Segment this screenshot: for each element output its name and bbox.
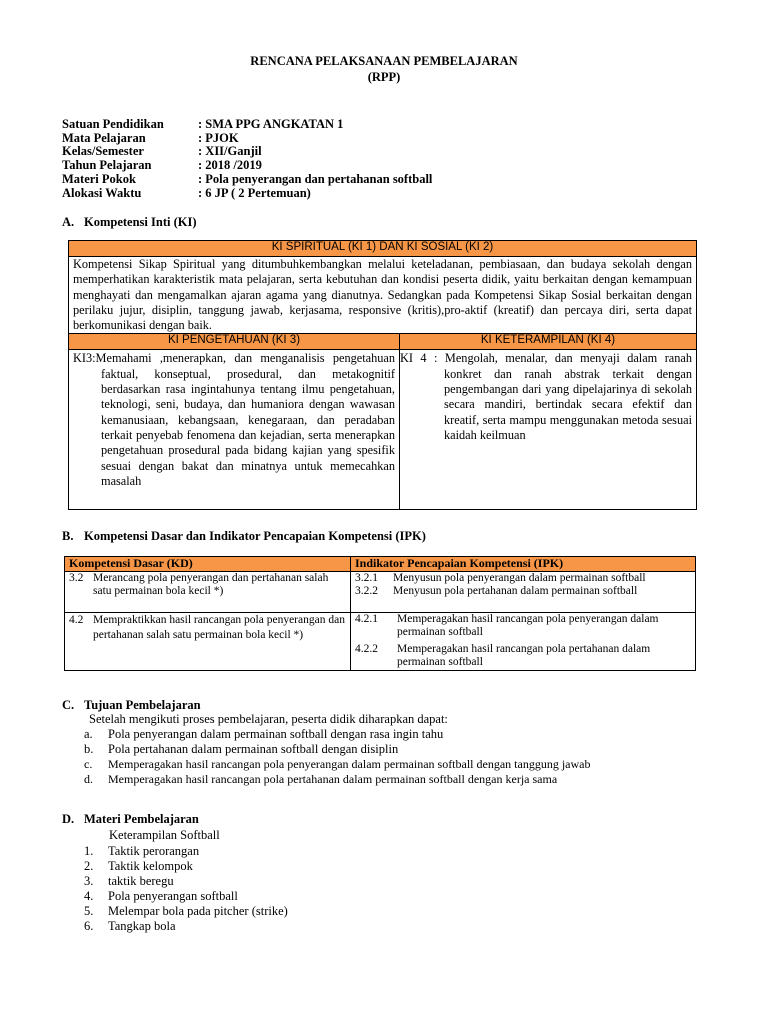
kd-text: Mempraktikkan hasil rancangan pola penyerangan dan pertahanan salah satu permainan bola kecil *) (93, 613, 345, 641)
ki-spiritual-header: KI SPIRITUAL (KI 1) DAN KI SOSIAL (KI 2) (69, 241, 697, 257)
materi-text: taktik beregu (108, 874, 174, 888)
section-c-heading (62, 698, 201, 713)
info-value-mapel: : PJOK (198, 131, 239, 145)
section-a-heading (62, 215, 197, 230)
materi-marker: 1. (84, 844, 94, 858)
ipk-item (355, 585, 691, 599)
document-title: RENCANA PELAKSANAAN PEMBELAJARAN (250, 54, 518, 68)
ipk-text: Memperagakan hasil rancangan pola penyerangan dalam permainan softball (397, 612, 659, 638)
section-d-letter: D. (62, 812, 75, 826)
materi-text: Melempar bola pada pitcher (strike) (108, 904, 288, 918)
ki3-prefix: KI3: (73, 351, 96, 366)
materi-item (84, 859, 193, 874)
section-b-heading (62, 529, 426, 544)
ipk-item (355, 572, 691, 586)
info-value-tahun: : 2018 /2019 (198, 158, 262, 172)
tujuan-text: Memperagakan hasil rancangan pola pertahanan dalam permainan softball dengan kerja sama (108, 772, 558, 786)
info-value-satuan: : SMA PPG ANGKATAN 1 (198, 117, 344, 131)
ipk-number: 3.2.2 (355, 585, 378, 597)
ipk-header: Indikator Pencapaian Kompetensi (IPK) (351, 557, 696, 572)
section-d-title: Materi Pembelajaran (84, 812, 199, 826)
ipk-row-2 (351, 612, 696, 670)
ipk-text: Menyusun pola pertahanan dalam permainan softball (393, 585, 638, 597)
tujuan-marker: d. (84, 772, 93, 786)
materi-item (84, 919, 176, 934)
materi-marker: 4. (84, 889, 94, 903)
ki3-block (73, 351, 395, 489)
ipk-number: 3.2.1 (355, 571, 378, 584)
section-a-letter: A. (62, 215, 75, 229)
materi-item (84, 889, 238, 904)
info-value-materi: : Pola penyerangan dan pertahanan softball (198, 172, 433, 186)
kd-text: Merancang pola penyerangan dan pertahanan salah satu permainan bola kecil *) (93, 571, 329, 597)
ki3-text: Memahami ,menerapkan, dan menganalisis pengetahuan faktual, konseptual, prosedural, dan metakognitif berdasarkan rasa ingintahunya tentang ilmu pengetahuan, teknologi, seni, budaya, dan humaniora dengan wawasan kemanusiaan, kebangsaan, kenegaraan, dan peradaban terkait penyebab fenomena dan kejadian, serta menerapkan pengetahuan prosedural pada bidang kajian yang spesifik sesuai dengan bakat dan minatnya untuk memecahkan masalah (95, 351, 395, 488)
materi-item (84, 874, 174, 889)
section-b-title: Kompetensi Dasar dan Indikator Pencapaian Kompetensi (IPK) (84, 529, 426, 543)
ki4-text: Mengolah, menalar, dan menyaji dalam ranah konkret dan ranah abstrak terkait dengan pengembangan dari yang dipelajarinya di sekolah secara mandiri, bertindak secara efektif dan kreatif, serta mampu menggunakan metoda sesuai kaidah keilmuan (444, 351, 692, 442)
ki4-cell (400, 350, 697, 510)
ipk-text: Memperagakan hasil rancangan pola pertahanan dalam permainan softball (397, 642, 651, 668)
kd-header: Kompetensi Dasar (KD) (65, 557, 351, 572)
tujuan-marker: a. (84, 727, 93, 741)
materi-text: Taktik perorangan (108, 844, 200, 858)
materi-marker: 6. (84, 919, 94, 933)
kd-row-2 (65, 612, 351, 670)
ki4-block (400, 351, 692, 443)
ki3-cell (69, 350, 400, 510)
info-value-alokasi: : 6 JP ( 2 Pertemuan) (198, 186, 311, 200)
info-label-alokasi: Alokasi Waktu (62, 186, 142, 200)
ipk-number: 4.2.1 (355, 612, 378, 625)
info-value-kelas: : XII/Ganjil (198, 144, 262, 158)
tujuan-item (84, 727, 443, 742)
kd-table (64, 556, 696, 671)
section-b-letter: B. (62, 529, 74, 543)
info-label-materi: Materi Pokok (62, 172, 136, 186)
info-label-mapel: Mata Pelajaran (62, 131, 146, 145)
materi-item (84, 904, 288, 919)
tujuan-intro: Setelah mengikuti proses pembelajaran, peserta didik diharapkan dapat: (89, 712, 448, 726)
ipk-number: 4.2.2 (355, 642, 378, 655)
document-subtitle: (RPP) (367, 70, 401, 84)
materi-marker: 2. (84, 859, 94, 873)
kd-row-1 (65, 571, 351, 612)
tujuan-text: Pola penyerangan dalam permainan softball dengan rasa ingin tahu (108, 727, 444, 741)
materi-text: Pola penyerangan softball (108, 889, 238, 903)
ki-table (68, 240, 697, 510)
materi-text: Tangkap bola (108, 919, 176, 933)
kd-item (69, 572, 346, 599)
ki4-prefix: KI 4 : (400, 351, 445, 366)
ipk-item (355, 643, 691, 670)
materi-item (84, 844, 199, 859)
ki-spiritual-text: Kompetensi Sikap Spiritual yang ditumbuhkembangkan melalui keteladanan, pembiasaan, dan budaya sekolah dengan memperhatikan karakteristik mata pelajaran, serta kebutuhan dan kondisi peserta didik, yaitu berkaitan dengan kemampuan menghayati dan mengamalkan ajaran agama yang dianutnya. Sedangkan pada Kompetensi Sikap Sosial berkaitan dengan perilaku jujur, disiplin, tanggung jawab, kerjasama, responsive (kritis),pro-aktif (kreatif) dan percaya diri, serta dapat berkomunikasi dengan baik. (69, 257, 697, 334)
info-label-tahun: Tahun Pelajaran (62, 158, 152, 172)
ipk-text: Menyusun pola penyerangan dalam permainan softball (393, 571, 646, 584)
tujuan-item (84, 772, 557, 787)
section-c-title: Tujuan Pembelajaran (84, 698, 201, 712)
ipk-row-1 (351, 571, 696, 612)
tujuan-text: Memperagakan hasil rancangan pola penyerangan dalam permainan softball dengan tanggung jawab (108, 757, 591, 771)
materi-marker: 5. (84, 904, 94, 918)
tujuan-marker: c. (84, 757, 93, 771)
materi-marker: 3. (84, 874, 94, 888)
kd-number: 3.2 (69, 571, 84, 584)
materi-text: Taktik kelompok (108, 859, 193, 873)
section-c-letter: C. (62, 698, 75, 712)
info-label-kelas: Kelas/Semester (62, 144, 144, 158)
ipk-item (355, 613, 691, 640)
section-a-title: Kompetensi Inti (KI) (84, 215, 197, 229)
ki-keterampilan-header: KI KETERAMPILAN (KI 4) (400, 334, 697, 350)
tujuan-item (84, 742, 398, 757)
tujuan-item (84, 757, 590, 772)
info-label-satuan: Satuan Pendidikan (62, 117, 164, 131)
tujuan-marker: b. (84, 742, 94, 756)
tujuan-text: Pola pertahanan dalam permainan softball dengan disiplin (108, 742, 399, 756)
ki-pengetahuan-header: KI PENGETAHUAN (KI 3) (69, 334, 400, 350)
kd-number: 4.2 (69, 613, 84, 626)
kd-item (69, 613, 346, 644)
section-d-heading (62, 812, 199, 827)
materi-subtitle: Keterampilan Softball (109, 828, 220, 842)
